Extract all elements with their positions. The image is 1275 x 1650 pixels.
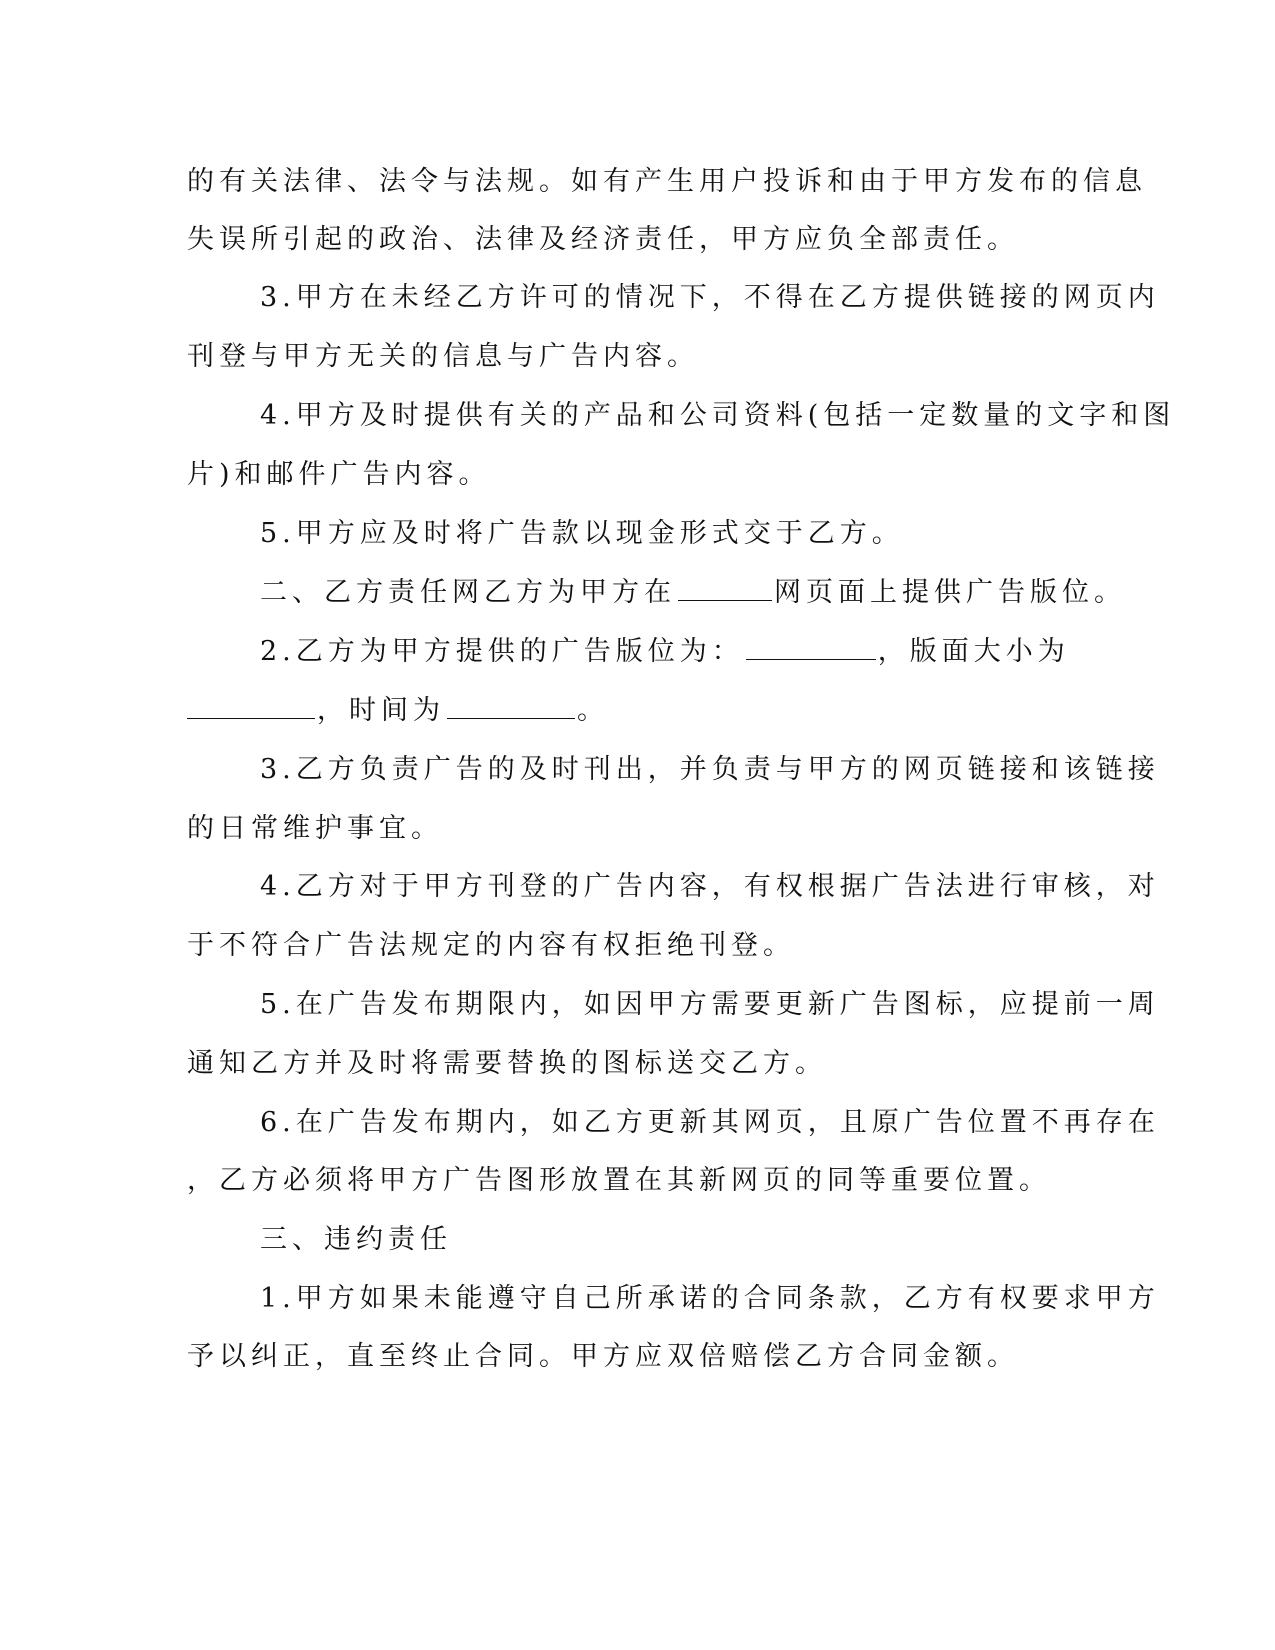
text-line: 予以纠正，直至终止合同。甲方应双倍赔偿乙方合同金额。 [187,1341,1019,1372]
fill-blank-ad-slot[interactable] [746,635,876,660]
text-line: 的有关法律、法令与法规。如有产生用户投诉和由于甲方发布的信息 [187,166,1147,197]
clause-b2-size-label: ，版面大小为 [877,636,1070,667]
text-line: 刊登与甲方无关的信息与广告内容。 [187,341,699,372]
clause-b5: 5.在广告发布期限内，如因甲方需要更新广告图标，应提前一周 [260,989,1160,1020]
section-two-heading [260,576,1126,610]
clause-b2-end: 。 [577,695,609,726]
text-line: 的日常维护事宜。 [187,813,443,844]
clause-b6: 6.在广告发布期内，如乙方更新其网页，且原广告位置不再存在 [260,1107,1160,1138]
clause-b2-cont [187,694,609,728]
text-line: 失误所引起的政治、法律及经济责任，甲方应负全部责任。 [187,224,1019,255]
clause-b2-text: 2.乙方为甲方提供的广告版位为： [260,636,744,667]
clause-a4: 4.甲方及时提供有关的产品和公司资料(包括一定数量的文字和图 [260,400,1176,431]
section-three-heading: 三、违约责任 [260,1224,452,1255]
text-line: 通知乙方并及时将需要替换的图标送交乙方。 [187,1048,827,1079]
text-line: 于不符合广告法规定的内容有权拒绝刊登。 [187,930,795,961]
fill-blank-webpage[interactable] [678,576,772,601]
clause-a3: 3.甲方在未经乙方许可的情况下，不得在乙方提供链接的网页内 [260,282,1160,313]
clause-b3: 3.乙方负责广告的及时刊出，并负责与甲方的网页链接和该链接 [260,754,1160,785]
section-two-text-cont: 网页面上提供广告版位。 [774,577,1126,608]
clause-b2-time-label: ，时间为 [317,695,445,726]
clause-a5: 5.甲方应及时将广告款以现金形式交于乙方。 [260,518,904,549]
fill-blank-ad-size[interactable] [187,694,315,719]
clause-b2 [260,635,1070,669]
text-line: 片)和邮件广告内容。 [187,459,491,490]
fill-blank-time[interactable] [447,694,575,719]
clause-b4: 4.乙方对于甲方刊登的广告内容，有权根据广告法进行审核，对 [260,871,1160,902]
text-line: ，乙方必须将甲方广告图形放置在其新网页的同等重要位置。 [187,1165,1051,1196]
section-two-text: 二、乙方责任网乙方为甲方在 [260,577,676,608]
clause-c1: 1.甲方如果未能遵守自己所承诺的合同条款，乙方有权要求甲方 [260,1283,1160,1314]
